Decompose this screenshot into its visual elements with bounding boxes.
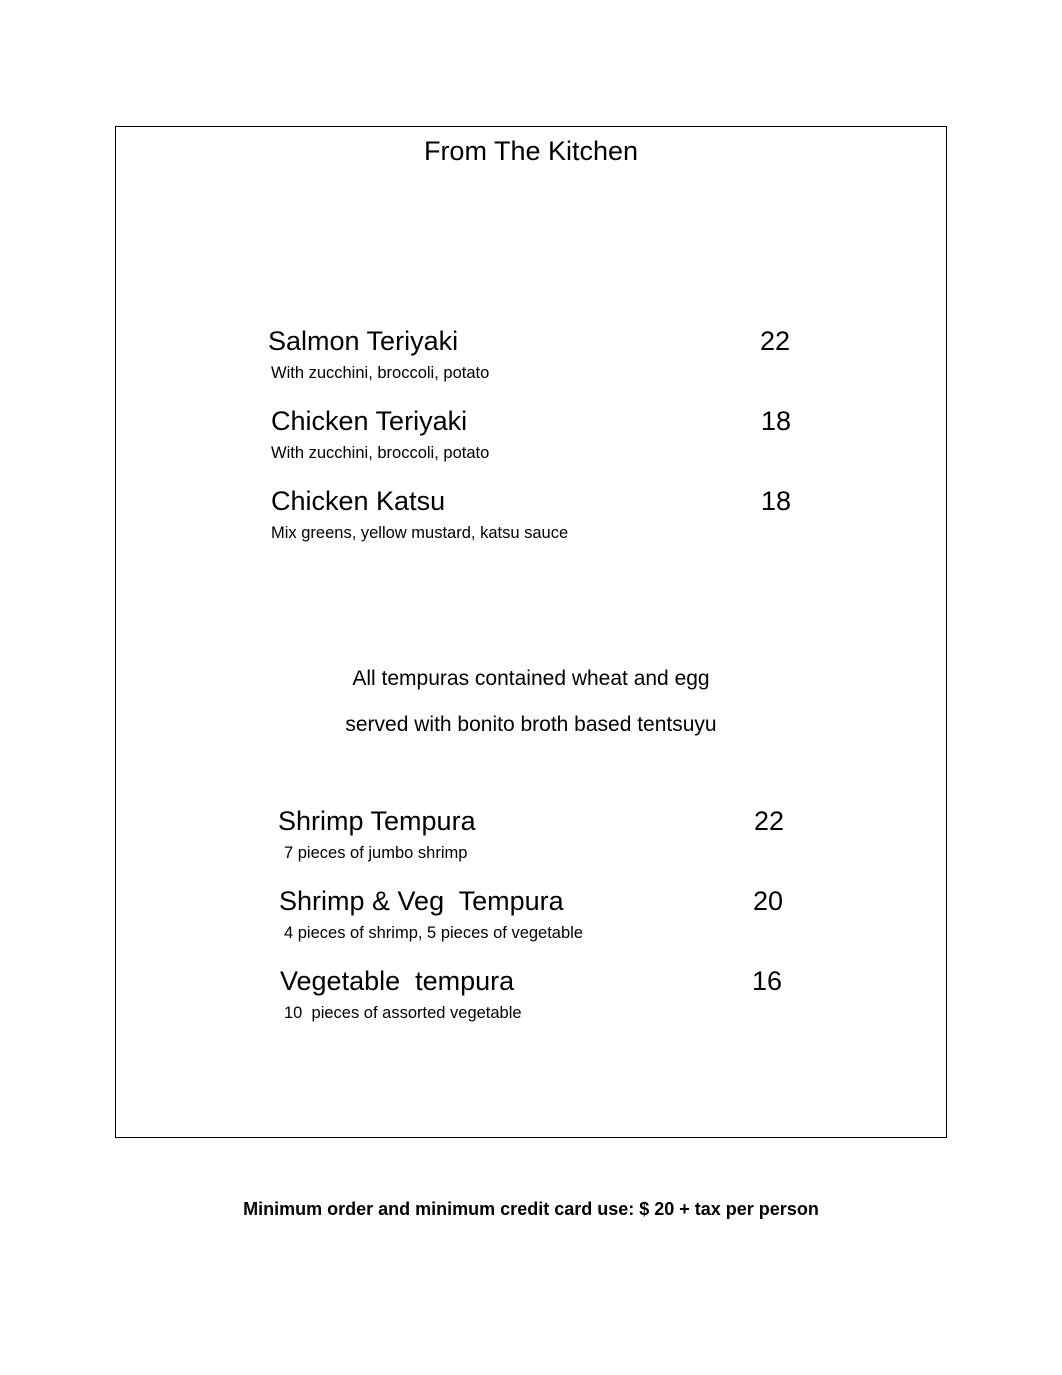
item-price: 22 xyxy=(759,326,790,356)
menu-box xyxy=(115,126,947,1138)
item-name: Chicken Teriyaki xyxy=(271,406,468,436)
item-description: With zucchini, broccoli, potato xyxy=(271,364,490,382)
item-price: 18 xyxy=(760,406,791,436)
item-description: 7 pieces of jumbo shrimp xyxy=(284,844,468,862)
item-price: 16 xyxy=(751,966,782,996)
item-name: Shrimp Tempura xyxy=(278,806,476,836)
item-description: 4 pieces of shrimp, 5 pieces of vegetable xyxy=(284,924,584,942)
item-description: 10 pieces of assorted vegetable xyxy=(284,1004,522,1022)
item-name: Shrimp & Veg Tempura xyxy=(279,886,564,916)
tempura-note-line2: served with bonito broth based tentsuyu xyxy=(345,713,717,736)
item-name: Vegetable tempura xyxy=(280,966,515,996)
item-price: 18 xyxy=(760,486,791,516)
tempura-note-line1: All tempuras contained wheat and egg xyxy=(352,667,710,690)
item-description: Mix greens, yellow mustard, katsu sauce xyxy=(271,524,569,542)
item-description: With zucchini, broccoli, potato xyxy=(271,444,490,462)
item-price: 20 xyxy=(752,886,783,916)
item-name: Chicken Katsu xyxy=(271,486,446,516)
minimum-order-note: Minimum order and minimum credit card use: $ 20 + tax per person xyxy=(243,1199,819,1219)
item-name: Salmon Teriyaki xyxy=(268,326,459,356)
menu-title: From The Kitchen xyxy=(423,136,639,166)
item-price: 22 xyxy=(753,806,784,836)
